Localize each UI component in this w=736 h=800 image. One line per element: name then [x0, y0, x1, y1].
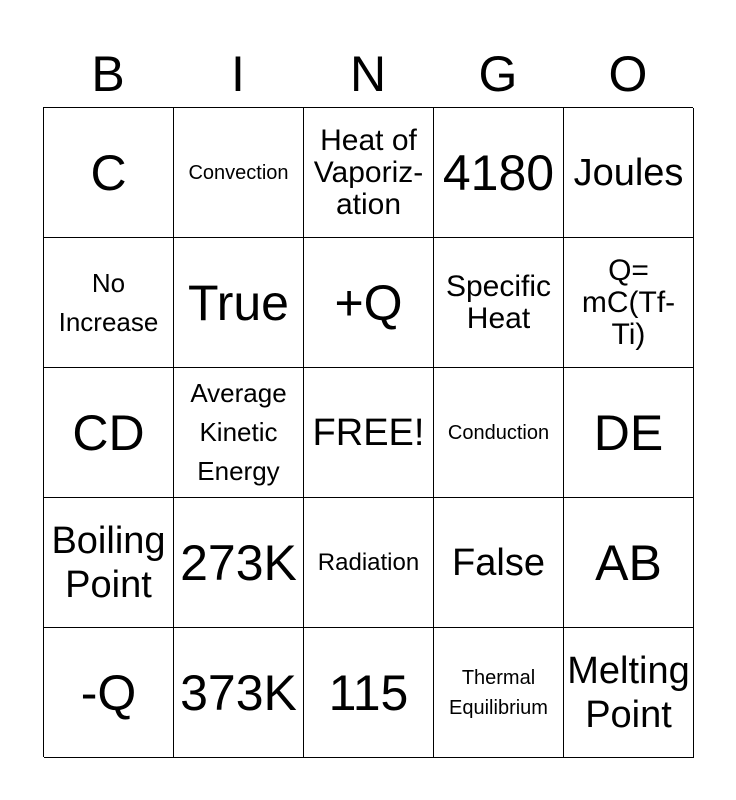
- bingo-cell[interactable]: [44, 498, 174, 628]
- cell-text: 115: [328, 664, 409, 721]
- cell-text: FREE!: [312, 411, 425, 454]
- bingo-cell[interactable]: [434, 498, 564, 628]
- header-letter-g: G: [478, 46, 518, 102]
- bingo-cell[interactable]: [44, 628, 174, 758]
- header-letter-i: I: [231, 46, 245, 102]
- cell-text: Joules: [573, 151, 684, 194]
- cell-text: Specific Heat: [445, 269, 552, 335]
- cell-text: Average Kinetic Energy: [190, 378, 287, 486]
- cell-text: Boiling Point: [51, 519, 166, 606]
- bingo-header: [43, 40, 693, 108]
- cell-text: C: [90, 144, 127, 201]
- bingo-cell[interactable]: [434, 108, 564, 238]
- bingo-cell[interactable]: [564, 108, 694, 238]
- bingo-cell[interactable]: [304, 628, 434, 758]
- bingo-cell[interactable]: [174, 498, 304, 628]
- cell-text: Convection: [188, 161, 289, 184]
- bingo-cell[interactable]: [434, 628, 564, 758]
- cell-text: 4180: [442, 144, 555, 201]
- bingo-cell[interactable]: [564, 368, 694, 498]
- cell-text: CD: [72, 404, 145, 461]
- cell-text: No Increase: [58, 267, 159, 337]
- bingo-cell[interactable]: [174, 108, 304, 238]
- header-letter-o: O: [608, 46, 648, 102]
- header-letter-b: B: [91, 46, 125, 102]
- bingo-cell[interactable]: [44, 238, 174, 368]
- cell-text: False: [452, 541, 545, 584]
- cell-text: Conduction: [447, 421, 550, 444]
- bingo-cell[interactable]: [304, 368, 434, 498]
- bingo-cell[interactable]: [304, 238, 434, 368]
- cell-text: Melting Point: [567, 649, 690, 736]
- bingo-cell[interactable]: [564, 498, 694, 628]
- bingo-cell[interactable]: [304, 498, 434, 628]
- bingo-cell[interactable]: [174, 368, 304, 498]
- bingo-cell[interactable]: [434, 368, 564, 498]
- bingo-cell[interactable]: [174, 238, 304, 368]
- cell-text: Heat of Vaporiz- ation: [313, 123, 424, 221]
- cell-text: 373K: [180, 664, 297, 721]
- bingo-cell[interactable]: [304, 108, 434, 238]
- cell-text: DE: [593, 404, 664, 461]
- cell-text: Thermal Equilibrium: [449, 666, 548, 719]
- bingo-cell[interactable]: [44, 368, 174, 498]
- bingo-cell[interactable]: [174, 628, 304, 758]
- cell-text: Radiation: [317, 548, 420, 576]
- bingo-cell[interactable]: [44, 108, 174, 238]
- bingo-card-grid: [43, 107, 693, 757]
- bingo-cell[interactable]: [434, 238, 564, 368]
- cell-text: -Q: [80, 664, 137, 721]
- cell-text: Q= mC(Tf- Ti): [581, 253, 676, 351]
- cell-text: 273K: [180, 534, 297, 591]
- bingo-cell[interactable]: [564, 628, 694, 758]
- cell-text: +Q: [334, 274, 403, 331]
- bingo-cell[interactable]: [564, 238, 694, 368]
- cell-text: True: [188, 274, 289, 331]
- header-letter-n: N: [349, 46, 387, 102]
- cell-text: AB: [595, 534, 662, 591]
